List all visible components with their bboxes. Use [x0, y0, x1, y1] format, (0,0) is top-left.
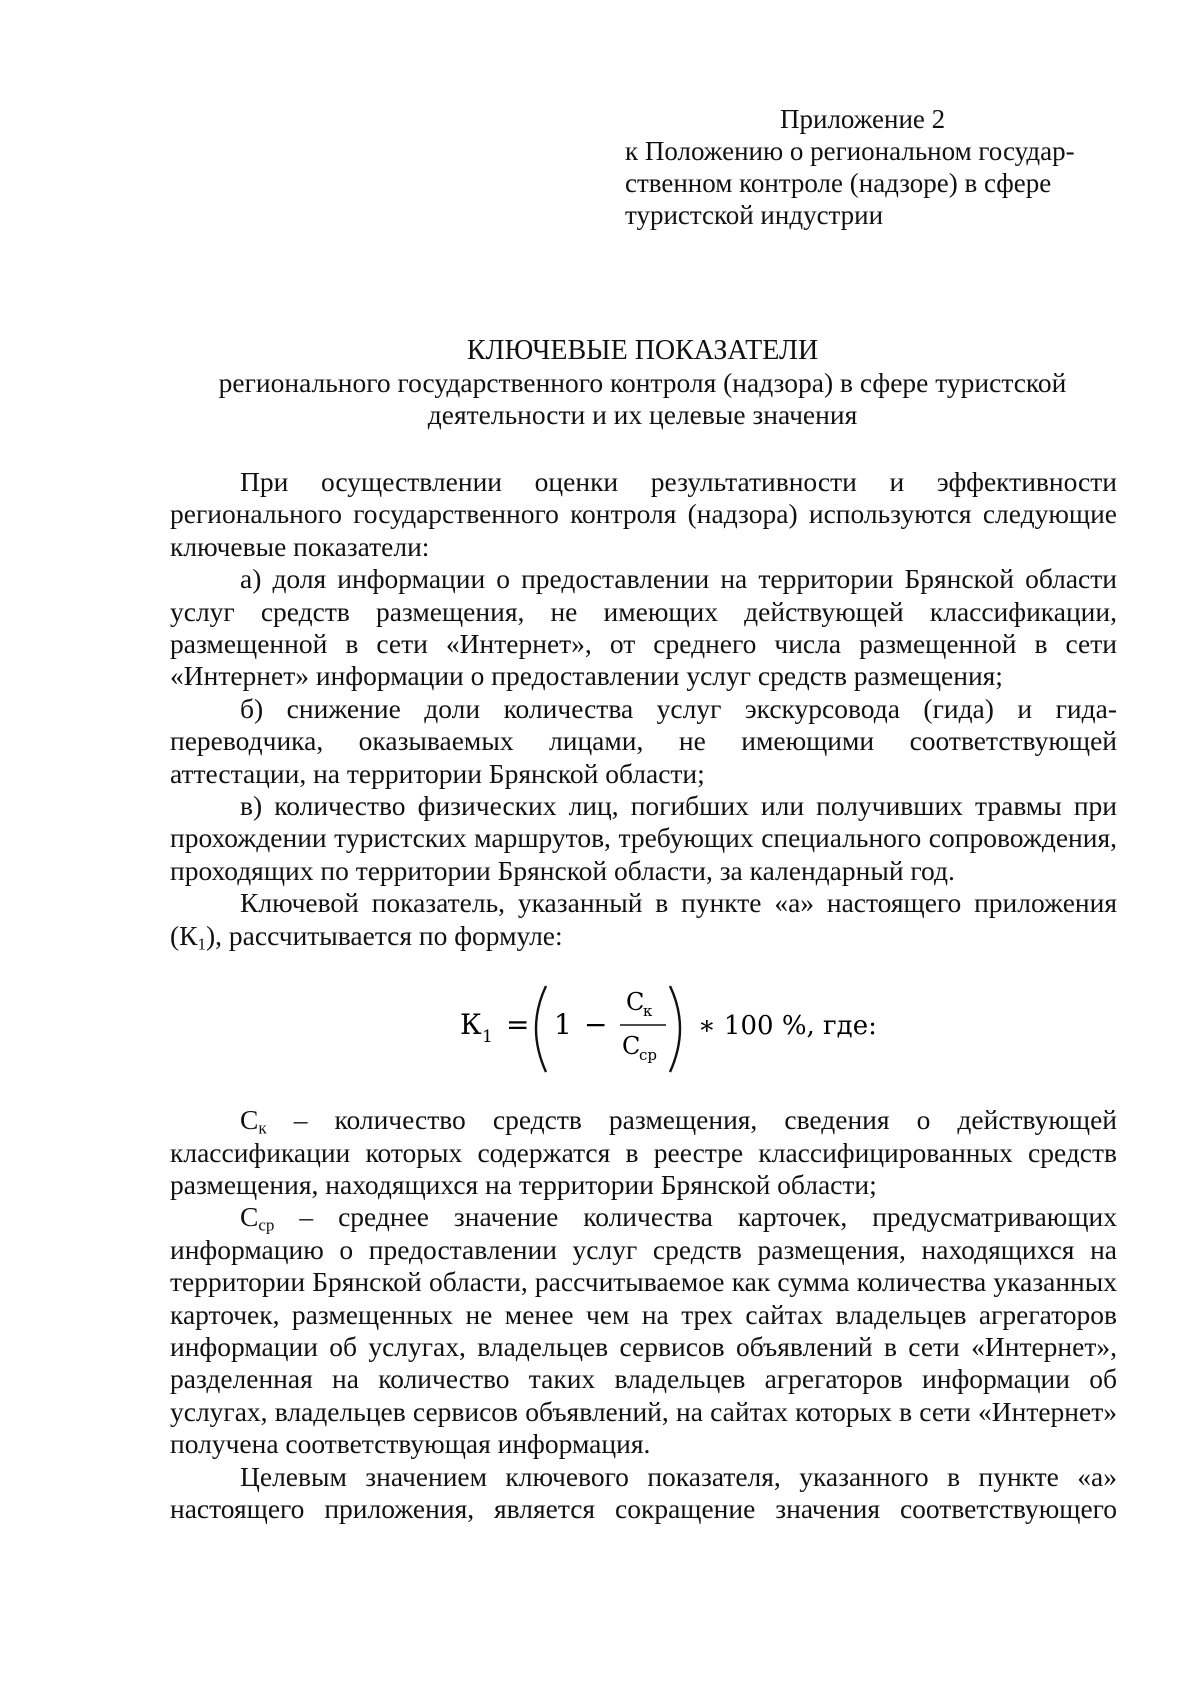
intro-paragraph: При осуществлении оценки результативности и эффективности регионального государственного контроля (надзора) используются следующие ключевые показатели:	[170, 466, 1117, 562]
annex-reference-line: к Положению о региональном государ-	[625, 136, 1075, 166]
formula-equals: =	[506, 1008, 530, 1042]
csr-definition-paragraph	[170, 1201, 1117, 1460]
csr-symbol: С	[240, 1201, 259, 1233]
document-subtitle: деятельности и их целевые значения	[427, 399, 858, 430]
formula-k-sub: 1	[482, 1027, 493, 1048]
formula-k: К	[460, 1008, 482, 1042]
formula-block	[170, 974, 1117, 1084]
document-subtitle: регионального государственного контроля (надзора) в сфере туристской	[218, 367, 1067, 398]
target-paragraph: Целевым значением ключевого показателя, указанного в пункте «а» настоящего приложения, является сокращение значения соответствующего	[170, 1460, 1117, 1524]
ck-subscript: к	[258, 1118, 267, 1138]
item-v-paragraph: в) количество физических лиц, погибших или получивших травмы при прохождении туристских маршрутов, требующих специального сопровождения, проходящих по территории Брянской области, за календарный год.	[170, 790, 1117, 886]
annex-number: Приложение 2	[780, 104, 946, 134]
annex-header	[625, 103, 1125, 231]
ck-symbol: С	[240, 1104, 259, 1136]
formula-numerator-sub: к	[643, 1002, 653, 1021]
formula-tail: ∗ 100 %, где:	[698, 1011, 877, 1042]
k1-intro-paragraph	[170, 887, 1117, 952]
k1-formula-svg	[460, 974, 880, 1084]
document-body	[170, 466, 1117, 1525]
csr-subscript: ср	[258, 1215, 275, 1235]
annex-reference-line: туристской индустрии	[625, 200, 884, 230]
formula-one: 1	[554, 1008, 572, 1042]
formula-minus: −	[584, 1008, 608, 1042]
k1-formula	[460, 974, 880, 1084]
k1-intro-text: Ключевой показатель, указанный в пункте «а» настоящего приложения (К	[170, 887, 1117, 951]
formula-denominator: С	[622, 1032, 641, 1061]
item-b-paragraph: б) снижение доли количества услуг экскурсовода (гида) и гида-переводчика, оказываемых лицами, не имеющими соответствующей аттестации, на территории Брянской области;	[170, 692, 1117, 789]
formula-left-paren	[536, 986, 546, 1072]
k1-intro-subscript: 1	[197, 933, 207, 953]
k1-intro-text-end: ), рассчитывается по формуле:	[206, 919, 563, 951]
formula-denominator-sub: ср	[639, 1046, 658, 1065]
ck-definition-paragraph	[170, 1104, 1117, 1201]
formula-right-paren	[670, 986, 680, 1072]
document-heading	[170, 335, 1115, 431]
ck-definition: – количество средств размещения, сведения о действующей классификации которых содержатся в реестре классифицированных средств размещения, находящихся на территории Брянской области;	[170, 1104, 1117, 1200]
item-a-paragraph: а) доля информации о предоставлении на территории Брянской области услуг средств размещения, не имеющих действующей классификации, размещенной в сети «Интернет», от среднего числа размещенной в сети «Интернет» информации о предоставлении услуг средств размещения;	[170, 563, 1117, 692]
annex-reference-line: ственном контроле (надзоре) в сфере	[625, 168, 1052, 198]
csr-definition: – среднее значение количества карточек, предусматривающих информацию о предоставлении услуг средств размещения, находящихся на территории Брянской области, рассчитываемое как сумма количества указанных карточек, размещенных не менее чем на трех сайтах владельцев агрегаторов информации об услугах, владельцев сервисов объявлений в сети «Интернет», разделенная на количество таких владельцев агрегаторов информации об услугах, владельцев сервисов объявлений, на сайтах которых в сети «Интернет» получена соответствующая информация.	[170, 1201, 1117, 1460]
document-title: КЛЮЧЕВЫЕ ПОКАЗАТЕЛИ	[466, 335, 819, 366]
formula-numerator: С	[626, 988, 645, 1017]
